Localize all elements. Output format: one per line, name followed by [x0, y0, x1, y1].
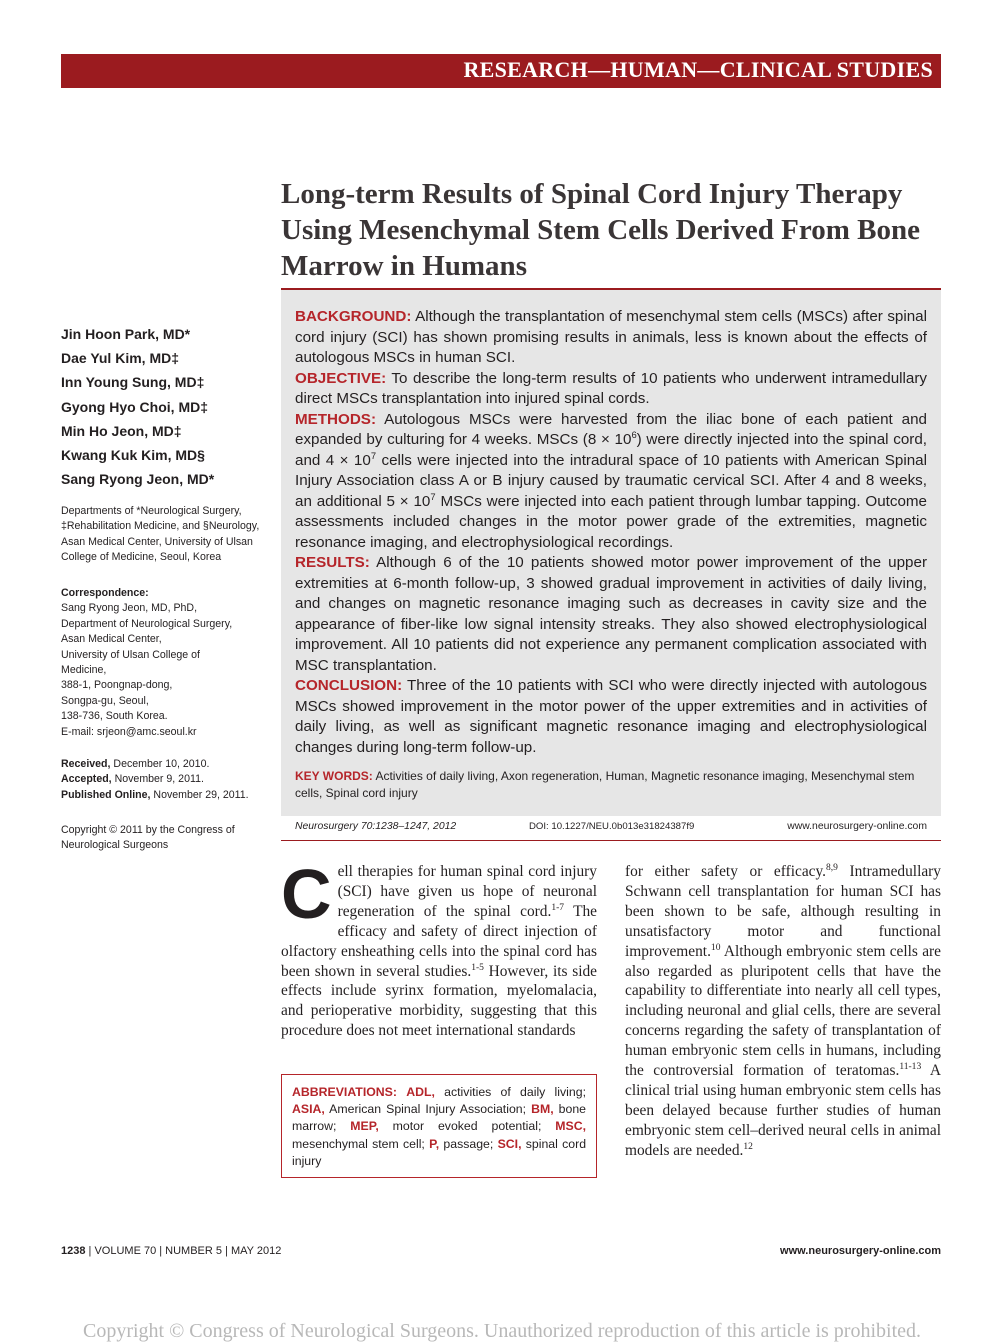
affiliation: Departments of *Neurological Surgery, ‡Rehabilitation Medicine, and §Neurology, Asan Medical Center, University of Ulsan College of Medicine, Seoul, Korea: [61, 505, 260, 564]
body-column-left: Cell therapies for human spinal cord injury (SCI) have given us hope of neuronal regeneration of the spinal cord.$^{1-7}$ The efficacy and safety of direct injection of olfactory ensheathing cells into the spinal cord has been shown in several studies.$^{1-5}$ However, its side effects include syrinx formation, myelomalacia, and perioperative morbidity, suggesting that this procedure does not meet international standards: [281, 855, 597, 1040]
abstract-conclusion: CONCLUSION: Three of the 10 patients with SCI who were directly injected with autologous MSCs showed improvement in the motor power of the upper extremities and in activities of daily living, as well as significant magnetic resonance imaging and electrophysiological changes during long-term follow-up.: [295, 677, 927, 756]
issue-info: | VOLUME 70 | NUMBER 5 | MAY 2012: [85, 1245, 282, 1257]
correspondence-line: 388-1, Poongnap-dong,: [61, 679, 173, 692]
article-title: Long-term Results of Spinal Cord Injury Therapy Using Mesenchymal Stem Cells Derived From Bone Marrow in Humans: [281, 178, 920, 282]
abbreviations-text: ABBREVIATIONS: ADL, activities of daily living; ASIA, American Spinal Injury Association; BM, bone marrow; MEP, motor evoked potential; MSC, mesenchymal stem cell; P, passage; SCI, spinal cord injury: [292, 1085, 587, 1168]
author-name: Dae Yul Kim, MD‡: [61, 350, 180, 367]
correspondence-line: University of Ulsan College of: [61, 648, 200, 661]
abstract-methods: METHODS: Autologous MSCs were harvested from the iliac bone of each patient and expanded by culturing for 4 weeks. MSCs $(8 \times 10^6)$ were directly injected into the spinal cord, and $4 \times 10^7$ cells were injected into the intradural space of 10 patients with American Spinal Injury Association class A or B injury caused by traumatic cervical SCI. After 4 and 8 weeks, an additional $5 \times 10^7$ MSCs were injected into each patient through lumbar tapping. Outcome assessments included changes in the motor power grade of the extremities, magnetic resonance imaging, and electrophysiological recordings.: [295, 410, 928, 551]
page-footer-info: [61, 1245, 281, 1257]
received-date: Received, December 10, 2010.: [61, 758, 210, 770]
reference-link[interactable]: 1-5: [471, 961, 484, 973]
author-list: [61, 322, 271, 491]
citation-bar: [281, 814, 941, 841]
author-name: Min Ho Jeon, MD‡: [61, 422, 182, 439]
abbreviations-box: [281, 1074, 597, 1178]
journal-url-link[interactable]: www.neurosurgery-online.com: [787, 821, 927, 832]
correspondence-line: Medicine,: [61, 664, 107, 677]
correspondence-line: Sang Ryong Jeon, MD, PhD,: [61, 602, 198, 615]
reference-link[interactable]: 12: [743, 1140, 753, 1152]
author-name: Jin Hoon Park, MD*: [61, 326, 191, 342]
reference-link[interactable]: 11-13: [899, 1060, 922, 1072]
correspondence-line: Department of Neurological Surgery,: [61, 617, 233, 630]
correspondence-line: 138-736, South Korea.: [61, 710, 168, 723]
accepted-date: Accepted, November 9, 2011.: [61, 773, 204, 786]
author-name: Sang Ryong Jeon, MD*: [61, 471, 215, 488]
page-number: 1238: [61, 1245, 86, 1257]
abstract-text: [295, 307, 927, 758]
abstract-background: BACKGROUND: Although the transplantation of mesenchymal stem cells (MSCs) after spinal cord injury (SCI) has shown promising results in animals, less is known about the effects of autologous MSCs in human SCI.: [295, 308, 928, 366]
author-name: Kwang Kuk Kim, MD§: [61, 447, 205, 464]
abstract-objective: OBJECTIVE: To describe the long-term results of 10 patients who underwent intramedullary direct MSCs transplantation into injured spinal cords.: [295, 369, 927, 407]
correspondence-heading: Correspondence:: [61, 587, 149, 599]
reference-link[interactable]: 1-7: [551, 901, 565, 913]
drop-cap: C: [281, 855, 332, 933]
correspondence-line: Songpa-gu, Seoul,: [61, 694, 149, 707]
doi-link[interactable]: DOI: 10.1227/NEU.0b013e31824387f9: [529, 821, 695, 832]
correspondence-email[interactable]: E-mail: srjeon@amc.seoul.kr: [61, 725, 197, 738]
abstract-box: [281, 288, 941, 816]
keywords: KEY WORDS: Activities of daily living, Axon regeneration, Human, Magnetic resonance imaging, Mesenchymal stem cells, Spinal cord injury: [295, 769, 915, 800]
author-name: Inn Young Sung, MD‡: [61, 374, 205, 391]
section-banner: [61, 54, 941, 88]
section-banner-label: RESEARCH—HUMAN—CLINICAL STUDIES: [463, 57, 933, 82]
author-name: Gyong Hyo Choi, MD‡: [61, 398, 208, 415]
journal-citation: Neurosurgery 70:1238–1247, 2012: [295, 821, 457, 832]
footer-url-link[interactable]: www.neurosurgery-online.com: [780, 1245, 941, 1257]
copyright-watermark: Copyright © Congress of Neurological Surgeons. Unauthorized reproduction of this article is prohibited.: [83, 1320, 921, 1342]
abstract-results: RESULTS: Although 6 of the 10 patients showed motor power improvement of the upper extremities at 6-month follow-up, 3 showed gradual improvement in activities of daily living, and changes on magnetic resonance imaging such as decreases in cavity size and the appearance of fiber-like low signal intensity streaks. They also showed electrophysiological improvement. All 10 patients did not experience any permanent complication associated with MSC transplantation.: [295, 554, 927, 674]
article-dates: [61, 757, 281, 803]
body-column-right: for either safety or efficacy.$^{8,9}$ Intramedullary Schwann cell transplantation for human SCI has been shown to be safe, although resulting in unsatisfactory motor and functional improvement.$^{10}$ Although embryonic stem cells are also regarded as pluripotent cells that have the capability to differentiate into nearly all cell types, including neuronal and glial cells, there are several concerns regarding the safety of transplantation of human embryonic stem cells in humans, including the controversial formation of teratomas.$^{11-13}$ A clinical trial using human embryonic stem cells has been delayed because further studies of human embryonic stem cell–derived neural cells in animal models are needed.$^{12}$: [625, 861, 941, 1159]
correspondence-line: Asan Medical Center,: [61, 633, 162, 646]
reference-link[interactable]: 10: [710, 941, 721, 953]
copyright-notice: Copyright © 2011 by the Congress of Neurological Surgeons: [61, 824, 235, 852]
correspondence: [61, 586, 273, 740]
reference-link[interactable]: 8,9: [826, 861, 838, 873]
published-date: Published Online, November 29, 2011.: [61, 788, 249, 801]
